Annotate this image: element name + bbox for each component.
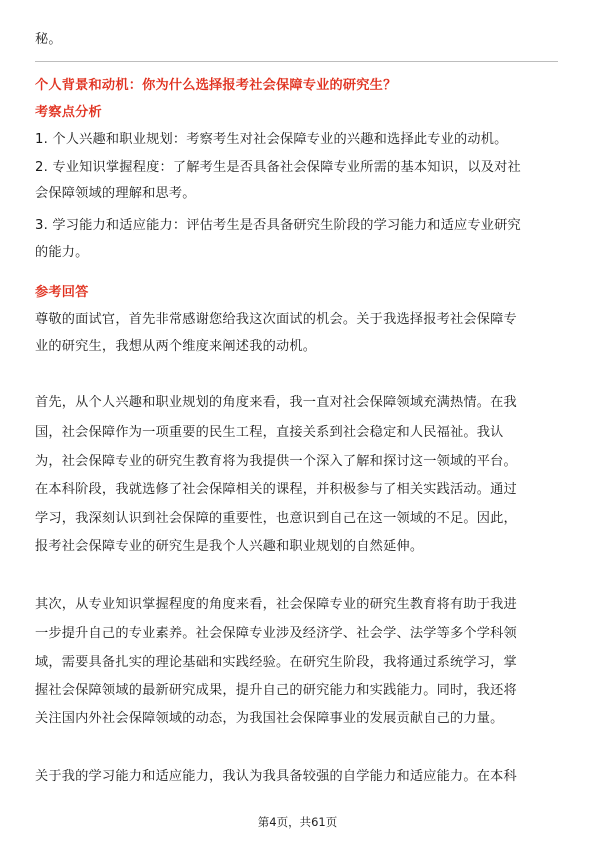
answer-line: 域，需要具备扎实的理论基础和实践经验。在研究生阶段，我将通过系统学习，掌 — [35, 655, 517, 670]
answer-line: 为，社会保障专业的研究生教育将为我提供一个深入了解和探讨这一领域的平台。 — [35, 454, 517, 469]
answer-line: 一步提升自己的专业素养。社会保障专业涉及经济学、社会学、法学等多个学科领 — [35, 626, 517, 641]
answer-heading: 参考回答 — [35, 285, 89, 300]
answer-line: 业的研究生，我想从两个维度来阐述我的动机。 — [35, 339, 317, 354]
answer-line: 首先，从个人兴趣和职业规划的角度来看，我一直对社会保障领域充满热情。在我 — [35, 395, 517, 410]
answer-line: 在本科阶段，我就选修了社会保障相关的课程，并积极参与了相关实践活动。通过 — [35, 482, 517, 497]
section-divider — [35, 61, 558, 62]
page-number-footer: 第4页，共61页 — [257, 815, 338, 829]
analysis-line: 的能力。 — [35, 245, 89, 260]
analysis-line: 会保障领域的理解和思考。 — [35, 186, 196, 201]
answer-line: 尊敬的面试官，首先非常感谢您给我这次面试的机会。关于我选择报考社会保障专 — [35, 312, 517, 327]
analysis-heading: 考察点分析 — [35, 105, 102, 120]
answer-line: 报考社会保障专业的研究生是我个人兴趣和职业规划的自然延伸。 — [35, 539, 424, 554]
answer-line: 握社会保障领域的最新研究成果，提升自己的研究能力和实践能力。同时，我还将 — [35, 683, 517, 698]
top-fragment-text: 秘。 — [35, 32, 62, 47]
answer-line: 其次，从专业知识掌握程度的角度来看，社会保障专业的研究生教育将有助于我进 — [35, 597, 517, 612]
answer-line: 国，社会保障作为一项重要的民生工程，直接关系到社会稳定和人民福祉。我认 — [35, 425, 504, 440]
analysis-line: 1. 个人兴趣和职业规划：考察考生对社会保障专业的兴趣和选择此专业的动机。 — [35, 132, 508, 147]
answer-line: 关注国内外社会保障领域的动态，为我国社会保障事业的发展贡献自己的力量。 — [35, 711, 504, 726]
analysis-line: 3. 学习能力和适应能力：评估考生是否具备研究生阶段的学习能力和适应专业研究 — [35, 218, 521, 233]
analysis-line: 2. 专业知识掌握程度：了解考生是否具备社会保障专业所需的基本知识，以及对社 — [35, 160, 521, 175]
answer-line: 学习，我深刻认识到社会保障的重要性，也意识到自己在这一领域的不足。因此， — [35, 511, 517, 526]
answer-line: 关于我的学习能力和适应能力，我认为我具备较强的自学能力和适应能力。在本科 — [35, 769, 517, 784]
question-title: 个人背景和动机：你为什么选择报考社会保障专业的研究生？ — [35, 78, 397, 93]
